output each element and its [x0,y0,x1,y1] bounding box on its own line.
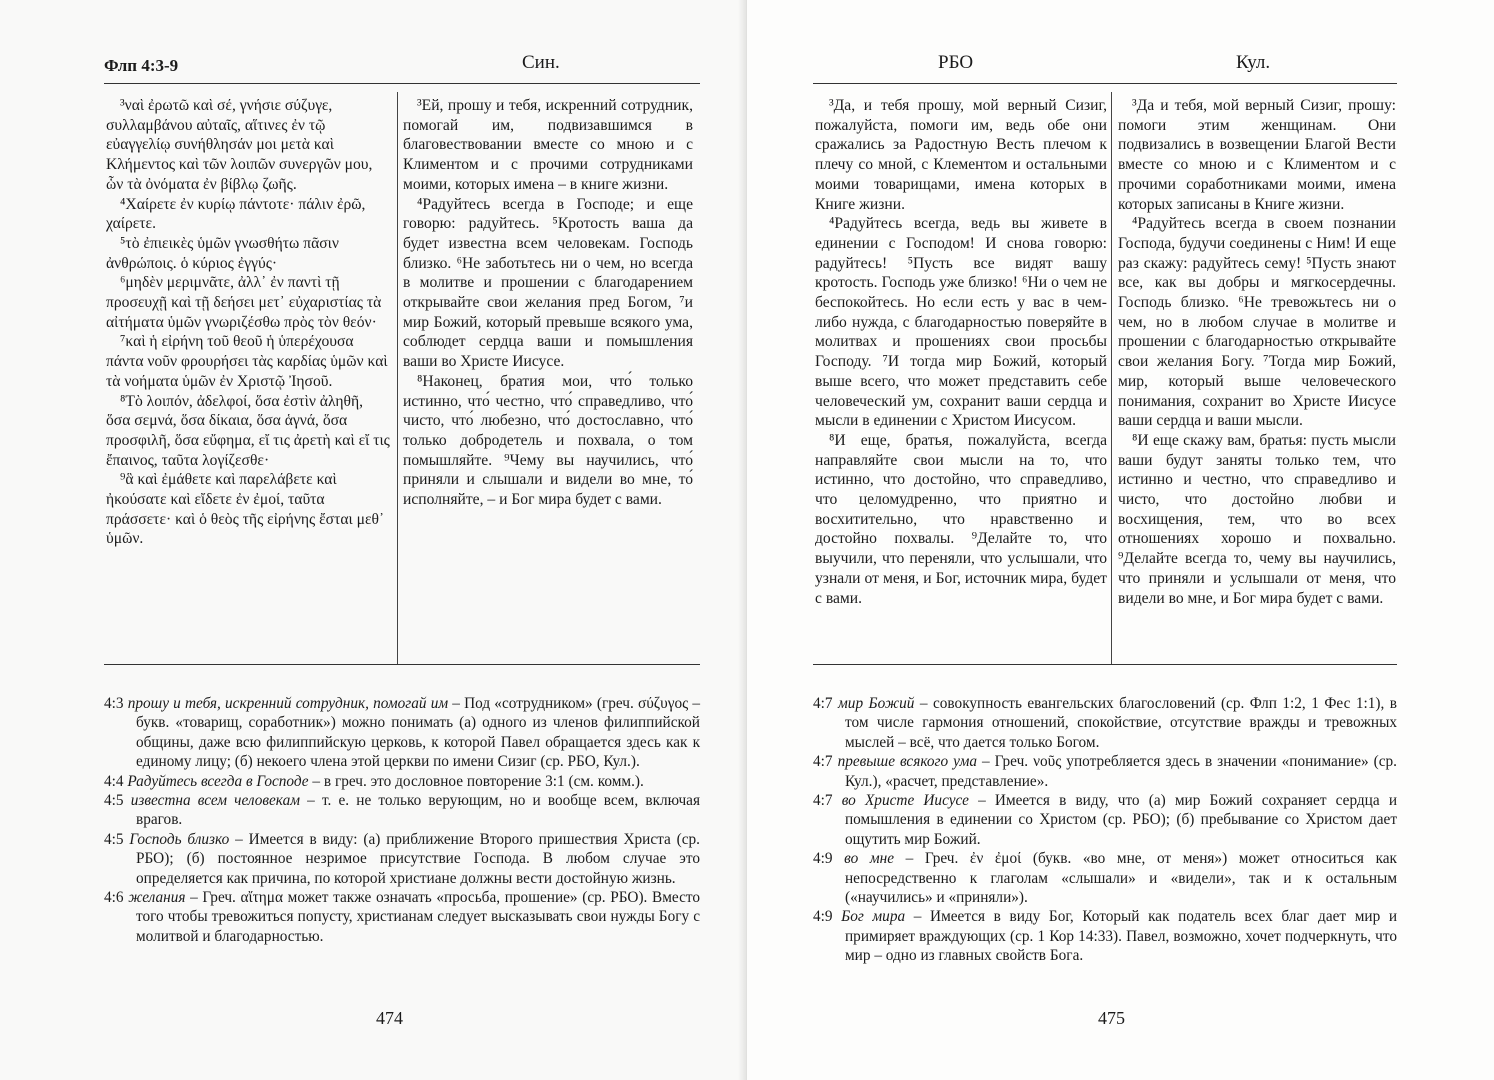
note-item: 4:7 превыше всякого ума – Греч. νοῦς употребляется здесь в значении «понимание» (ср. Кул.), «расчет, представление». [813,753,1398,790]
greek-verse-8: ⁸Τὸ λοιπόν, ἀδελφοί, ὅσα ἐστὶν ἀληθῆ, ὅσα σεμνά, ὅσα δίκαια, ὅσα ἁγνά, ὅσα προσφιλῆ, ὅσα εὔφημα, εἴ τις ἀρετὴ καὶ εἴ τις ἔπαινος, ταῦτα λογίζεσθε· [106,392,390,469]
kul-text-column [1118,96,1396,608]
page-number-left: 474 [376,1008,403,1028]
column-divider-right [1111,92,1112,664]
note-item: 4:7 во Христе Иисусе – Имеется в виду, что (а) мир Божий сохраняет сердца и помышления в единении со Христом (ср. РБО); (б) пребывание со Христом дает ощутить мир Божий. [813,792,1398,848]
chapter-reference: Флп 4:3-9 [104,56,179,75]
notes-rule-left [104,664,700,665]
greek-verse-9: ⁹ἃ καὶ ἐμάθετε καὶ παρελάβετε καὶ ἠκούσατε καὶ εἴδετε ἐν ἐμοί, ταῦτα πράσσετε· καὶ ὁ θεὸς τῆς εἰρήνης ἔσται μεθ᾽ ὑμῶν. [106,471,385,548]
note-item: 4:5 Господь близко – Имеется в виду: (а) приближение Второго пришествия Христа (ср. РБО); (б) постоянное незримое присутствие Господа. В любом случае это определяется как причина, по которой христиане должны вести достойную жизнь. [104,830,700,887]
note-item: 4:9 во мне – Греч. ἐν ἐμοί (букв. «во мне, от меня») может относиться как непосредственно к глаголам «слышали» и «видели», так и к остальным («научились» и «приняли»). [813,850,1397,907]
header-rule-right [813,83,1397,84]
greek-verse-7: ⁷καὶ ἡ εἰρήνη τοῦ θεοῦ ἡ ὑπερέχουσα πάντα νοῦν φρουρήσει τὰς καρδίας ὑμῶν καὶ τὰ νοήματα ὑμῶν ἐν Χριστῷ Ἰησοῦ. [106,333,388,390]
page-number-right: 475 [1098,1008,1125,1028]
kul-column-title: Кул. [1236,52,1271,73]
note-item: 4:7 мир Божий – совокупность евангельских благословений (ср. Флп 1:2, 1 Фес 1:1), в том числе гармония отношений, спокойствие, отсутствие вражды и тревожных мыслей – всё, что дается только Богом. [813,695,1398,751]
commentary-notes-left [104,694,700,946]
rbo-paragraph: ⁸И еще, братья, пожалуйста, всегда направляйте свои мысли на то, что истинно, что достойно, что справедливо, что целомудренно, что приятно и восхитительно, что нравственно и достойно похвалы. ⁹Делайте то, что выучили, что переняли, что услышали, что узнали от меня, и Бог, источник мира, будет с вами. [815,431,1107,607]
note-item: 4:4 Радуйтесь всегда в Господе – в греч. это дословное повторение 3:1 (см. комм.). [104,772,644,790]
greek-verse-4: ⁴Χαίρετε ἐν κυρίῳ πάντοτε· πάλιν ἐρῶ, χαίρετε. [106,195,366,233]
rbo-text-column [815,96,1107,608]
kul-paragraph: ³Да и тебя, мой верный Сизиг, прошу: помоги этим женщинам. Они подвизались в возвещении Благой Вести вместе со мною и с Климентом и с прочими соработниками моими, имена которых записаны в Книге жизни. [1118,97,1396,213]
header-rule-left [104,83,700,84]
rbo-paragraph: ⁴Радуйтесь всегда, ведь вы живете в единении с Господом! И снова говорю: радуйтесь! ⁵Пусть все видят вашу кротость. Господь уже близко! ⁶Ни о чем не беспокойтесь. Но если есть у вас в чем-либо нужда, с благодарностью поверяйте в молитвах и прошениях свои просьбы Господу. ⁷И тогда мир Божий, который выше всего, что может представить себе человеческий ум, сохранит ваши сердца и мысли в единении с Христом Иисусом. [815,215,1107,430]
note-item: 4:9 Бог мира – Имеется в виду Бог, Который как податель всех благ дает мир и примиряет враждующих (ср. 1 Кор 14:33). Павел, возможно, хочет подчеркнуть, что мир – одно из главных свойств Бога. [813,908,1398,965]
greek-verse-5: ⁵τὸ ἐπιεικὲς ὑμῶν γνωσθήτω πᾶσιν ἀνθρώποις. ὁ κύριος ἐγγύς· [106,234,339,272]
note-item: 4:3 прошу и тебя, искренний сотрудник, помогай им – Под «сотрудником» (греч. σύζυγος – букв. «товарищ, соработник») можно понимать (а) одного из членов филиппийской общины, даже всю филиппийскую церковь, к которой Павел обращается здесь как к единому лицу; (б) некоего члена этой церкви по имени Сизиг (ср. РБО, Кул.). [104,695,700,771]
column-divider-left [397,92,398,664]
synodal-paragraph: ³Ей, прошу и тебя, искренний сотрудник, помогай им, подвизавшимся в благовествовании вместе со мною и с Климентом и с прочими сотрудниками моими, которых имена – в книге жизни. [403,97,693,193]
rbo-paragraph: ³Да, и тебя прошу, мой верный Сизиг, пожалуйста, помоги им, ведь обе они сражались за Радостную Весть плечом к плечу со мной, с Клементом и остальными моими товарищами, имена которых в Книге жизни. [815,97,1107,213]
greek-text-column [106,96,390,549]
commentary-notes-right [813,694,1397,966]
greek-verse-6: ⁶μηδὲν μεριμνᾶτε, ἀλλ᾽ ἐν παντὶ τῇ προσευχῇ καὶ τῇ δεήσει μετ᾽ εὐχαριστίας τὰ αἰτήματα ὑμῶν γνωριζέσθω πρὸς τὸν θεόν· [106,274,382,331]
rbo-column-title: РБО [938,52,974,73]
notes-rule-right [813,664,1397,665]
note-item: 4:5 известна всем человекам – т. е. не только верующим, но и вообще всем, включая врагов. [104,792,701,829]
synodal-paragraph: ⁸Наконец, братия мои, что́ только истинно, что́ честно, что́ справедливо, что́ чисто, что́ любезно, что́ достославно, что́ только добродетель и похвала, о том помышляйте. ⁹Чему вы научились, что́ приняли и слышали и видели во мне, то́ исполняйте, – и Бог мира будет с вами. [403,372,693,509]
note-item: 4:6 желания – Греч. αἴτημα может также означать «просьба, прошение» (ср. РБО). Вместо того чтобы тревожиться попусту, христианам следует высказывать свои нужды Богу с молитвой и благодарностью. [104,889,700,945]
kul-paragraph: ⁴Радуйтесь всегда в своем познании Господа, будучи соединены с Ним! И еще раз скажу: радуйтесь сему! ⁵Пусть знают все, как вы добры и мягкосердечны. Господь близко. ⁶Не тревожьтесь ни о чем, но в любом случае в молитве и прошении с благодарностью открывайте свои желания Богу. ⁷Тогда мир Божий, мир, который выше человеческого понимания, сохранит во Христе Иисусе ваши сердца и ваши мысли. [1118,215,1396,430]
kul-paragraph: ⁸И еще скажу вам, братья: пусть мысли ваши будут заняты только тем, что истинно и честно, что справедливо и чисто, что достойно любви и восхищения, тем, что во всех отношениях хорошо и похвально. ⁹Делайте всегда то, чему вы научились, что приняли и услышали от меня, что видели во мне, и Бог мира будет с вами. [1118,431,1396,607]
synodal-paragraph: ⁴Радуйтесь всегда в Господе; и еще говорю: радуйтесь. ⁵Кротость ваша да будет известна всем человекам. Господь близко. ⁶Не заботьтесь ни о чем, но всегда в молитве и прошении с благодарением открывайте свои желания пред Богом, ⁷и мир Божий, который превыше всякого ума, соблюдет сердца ваши и помышления ваши во Христе Иисусе. [403,195,693,371]
synodal-text-column [403,96,693,510]
greek-verse-3: ³ναὶ ἐρωτῶ καὶ σέ, γνήσιε σύζυγε, συλλαμβάνου αὐταῖς, αἵτινες ἐν τῷ εὐαγγελίῳ συνήθλησάν μοι μετὰ καὶ Κλήμεντος καὶ τῶν λοιπῶν συνεργῶν μου, ὧν τὰ ὀνόματα ἐν βίβλῳ ζωῆς. [106,97,373,193]
synodal-column-title: Син. [522,52,560,73]
